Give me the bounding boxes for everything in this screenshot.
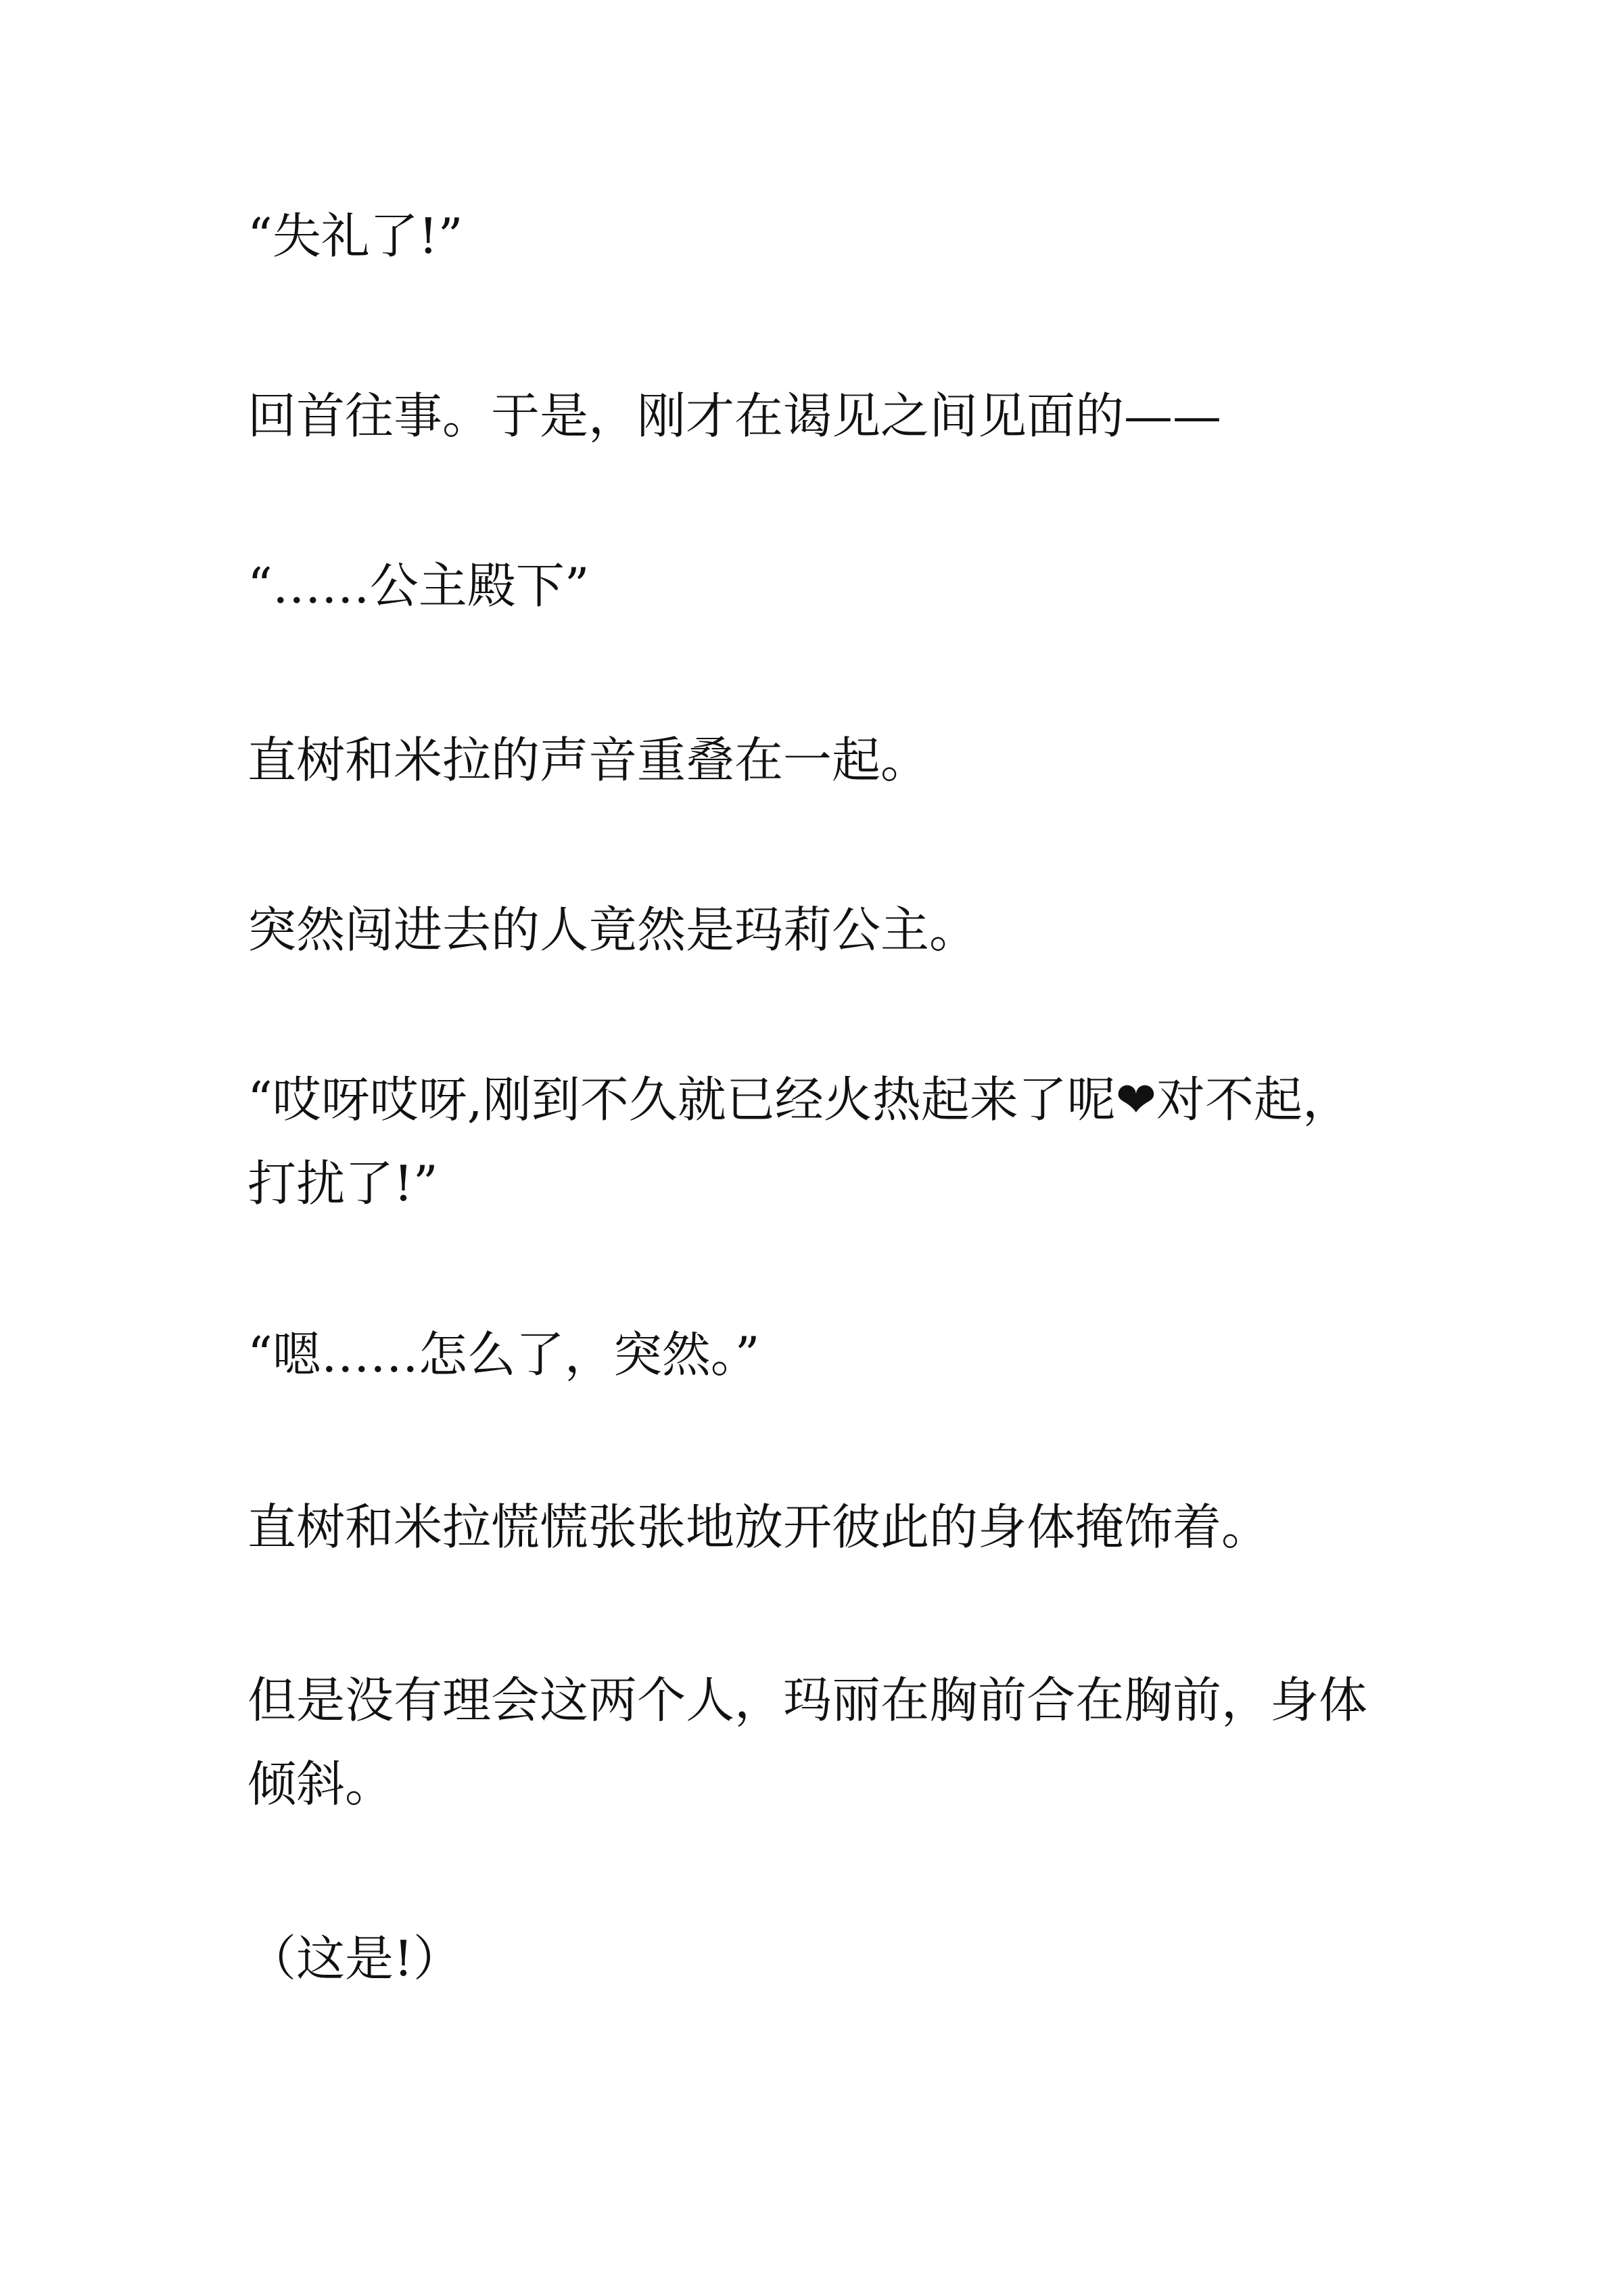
paragraph-dialogue-1 <box>248 194 1411 278</box>
text-line: 直树和米拉慌慌张张地放开彼此的身体掩饰着。 <box>248 1499 1271 1555</box>
text-line: 回首往事。于是，刚才在谒见之间见面的—— <box>248 388 1222 444</box>
text-line: “失礼了!” <box>248 208 463 264</box>
paragraph-narration-1 <box>248 374 1411 458</box>
text-line: “嗯……怎么了，突然。” <box>248 1326 760 1383</box>
paragraph-dialogue-2 <box>248 544 1411 628</box>
text-line: 突然闯进去的人竟然是玛莉公主。 <box>248 901 979 958</box>
text-line: “……公主殿下” <box>248 557 590 614</box>
paragraph-narration-5 <box>248 1658 1411 1826</box>
text-line: 打扰了!” <box>248 1155 438 1212</box>
paragraph-narration-3 <box>248 888 1411 972</box>
text-line: “哎呀哎呀,刚到不久就已经火热起来了呢❤对不起， <box>248 1071 1352 1128</box>
paragraph-narration-2 <box>248 718 1411 802</box>
paragraph-thought-1 <box>248 1917 1411 2000</box>
text-line: 直树和米拉的声音重叠在一起。 <box>248 732 930 789</box>
text-line: 倾斜。 <box>248 1756 394 1812</box>
text-line: 但是没有理会这两个人，玛丽在胸前合在胸前，身体 <box>248 1672 1368 1729</box>
paragraph-dialogue-3 <box>248 1058 1411 1225</box>
paragraph-narration-4 <box>248 1485 1411 1569</box>
paragraph-dialogue-4 <box>248 1313 1411 1397</box>
text-line: （这是!） <box>248 1930 462 1987</box>
